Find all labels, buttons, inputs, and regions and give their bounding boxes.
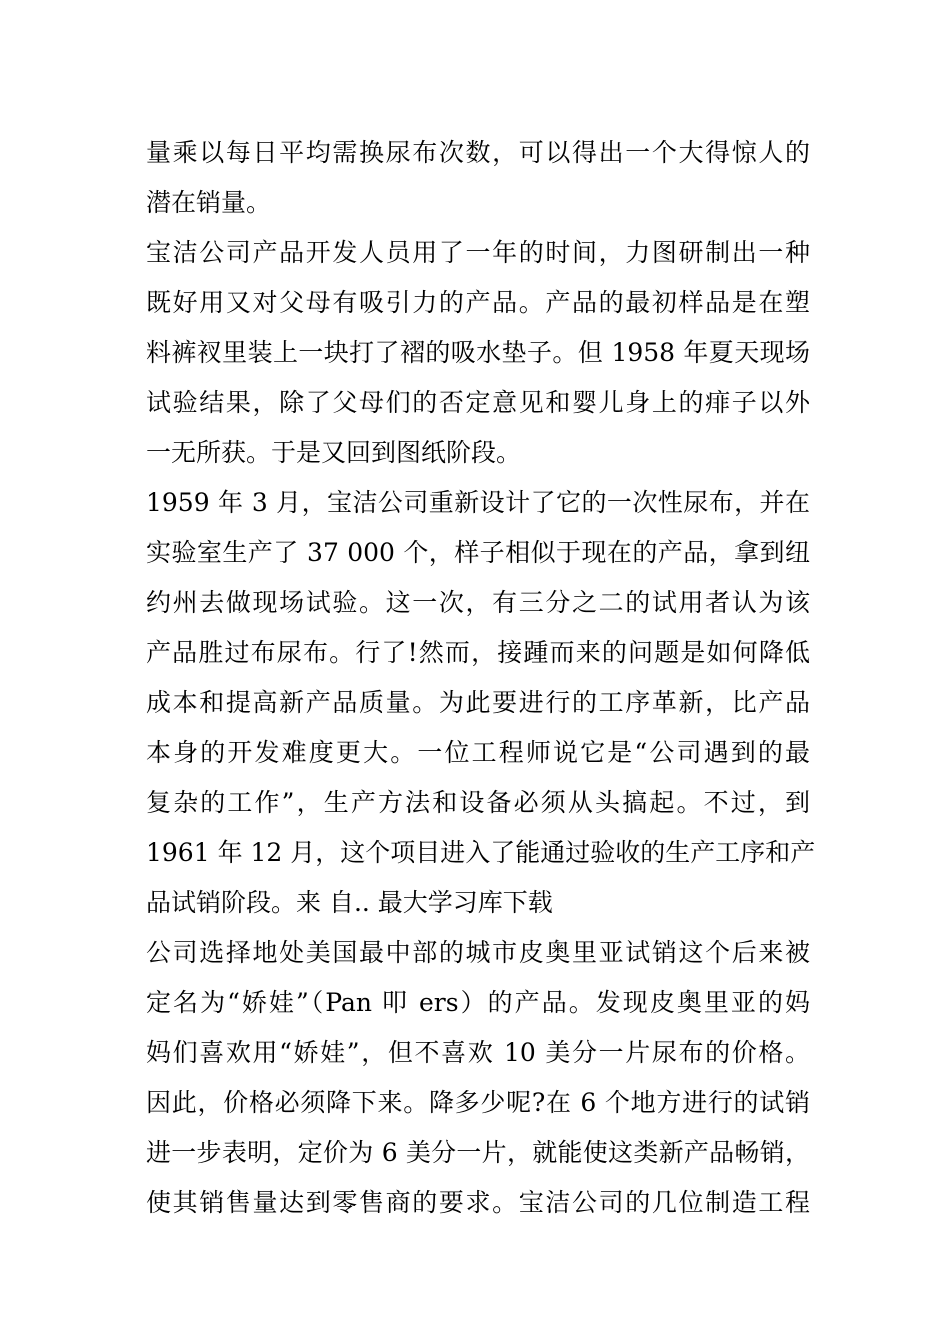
text-line: 进一步表明，定价为 6 美分一片，就能使这类新产品畅销， bbox=[146, 1138, 810, 1167]
text-line: 产品胜过布尿布。行了!然而，接踵而来的问题是如何降低 bbox=[146, 638, 810, 667]
text-line: 妈们喜欢用“娇娃”，但不喜欢 10 美分一片尿布的价格。 bbox=[146, 1038, 810, 1067]
text-line: 既好用又对父母有吸引力的产品。产品的最初样品是在塑 bbox=[146, 288, 810, 317]
text-line: 公司选择地处美国最中部的城市皮奥里亚试销这个后来被 bbox=[146, 938, 810, 967]
text-line: 1959 年 3 月，宝洁公司重新设计了它的一次性尿布，并在 bbox=[146, 488, 810, 517]
text-line: 料裤衩里装上一块打了褶的吸水垫子。但 1958 年夏天现场 bbox=[146, 338, 810, 367]
text-line: 1961 年 12 月，这个项目进入了能通过验收的生产工序和产 bbox=[146, 838, 816, 867]
document-body bbox=[146, 128, 816, 1228]
text-line: 因此，价格必须降下来。降多少呢?在 6 个地方进行的试销 bbox=[146, 1088, 810, 1117]
text-line: 试验结果，除了父母们的否定意见和婴儿身上的痱子以外 bbox=[146, 388, 810, 417]
text-line: 一无所获。于是又回到图纸阶段。 bbox=[146, 438, 522, 467]
text-line: 约州去做现场试验。这一次，有三分之二的试用者认为该 bbox=[146, 588, 810, 617]
text-line: 品试销阶段。来 自.. 最大学习库下载 bbox=[146, 888, 553, 917]
text-line: 量乘以每日平均需换尿布次数，可以得出一个大得惊人的 bbox=[146, 138, 810, 167]
text-line: 成本和提高新产品质量。为此要进行的工序革新，比产品 bbox=[146, 688, 810, 717]
text-line: 使其销售量达到零售商的要求。宝洁公司的几位制造工程 bbox=[146, 1188, 810, 1217]
text-line: 定名为“娇娃”（Pan 叩 ers）的产品。发现皮奥里亚的妈 bbox=[146, 988, 810, 1017]
text-line: 实验室生产了 37 000 个，样子相似于现在的产品，拿到纽 bbox=[146, 538, 810, 567]
text-line: 本身的开发难度更大。一位工程师说它是“公司遇到的最 bbox=[146, 738, 810, 767]
text-line: 潜在销量。 bbox=[146, 188, 272, 217]
text-line: 宝洁公司产品开发人员用了一年的时间，力图研制出一种 bbox=[146, 238, 810, 267]
text-line: 复杂的工作”，生产方法和设备必须从头搞起。不过，到 bbox=[146, 788, 810, 817]
